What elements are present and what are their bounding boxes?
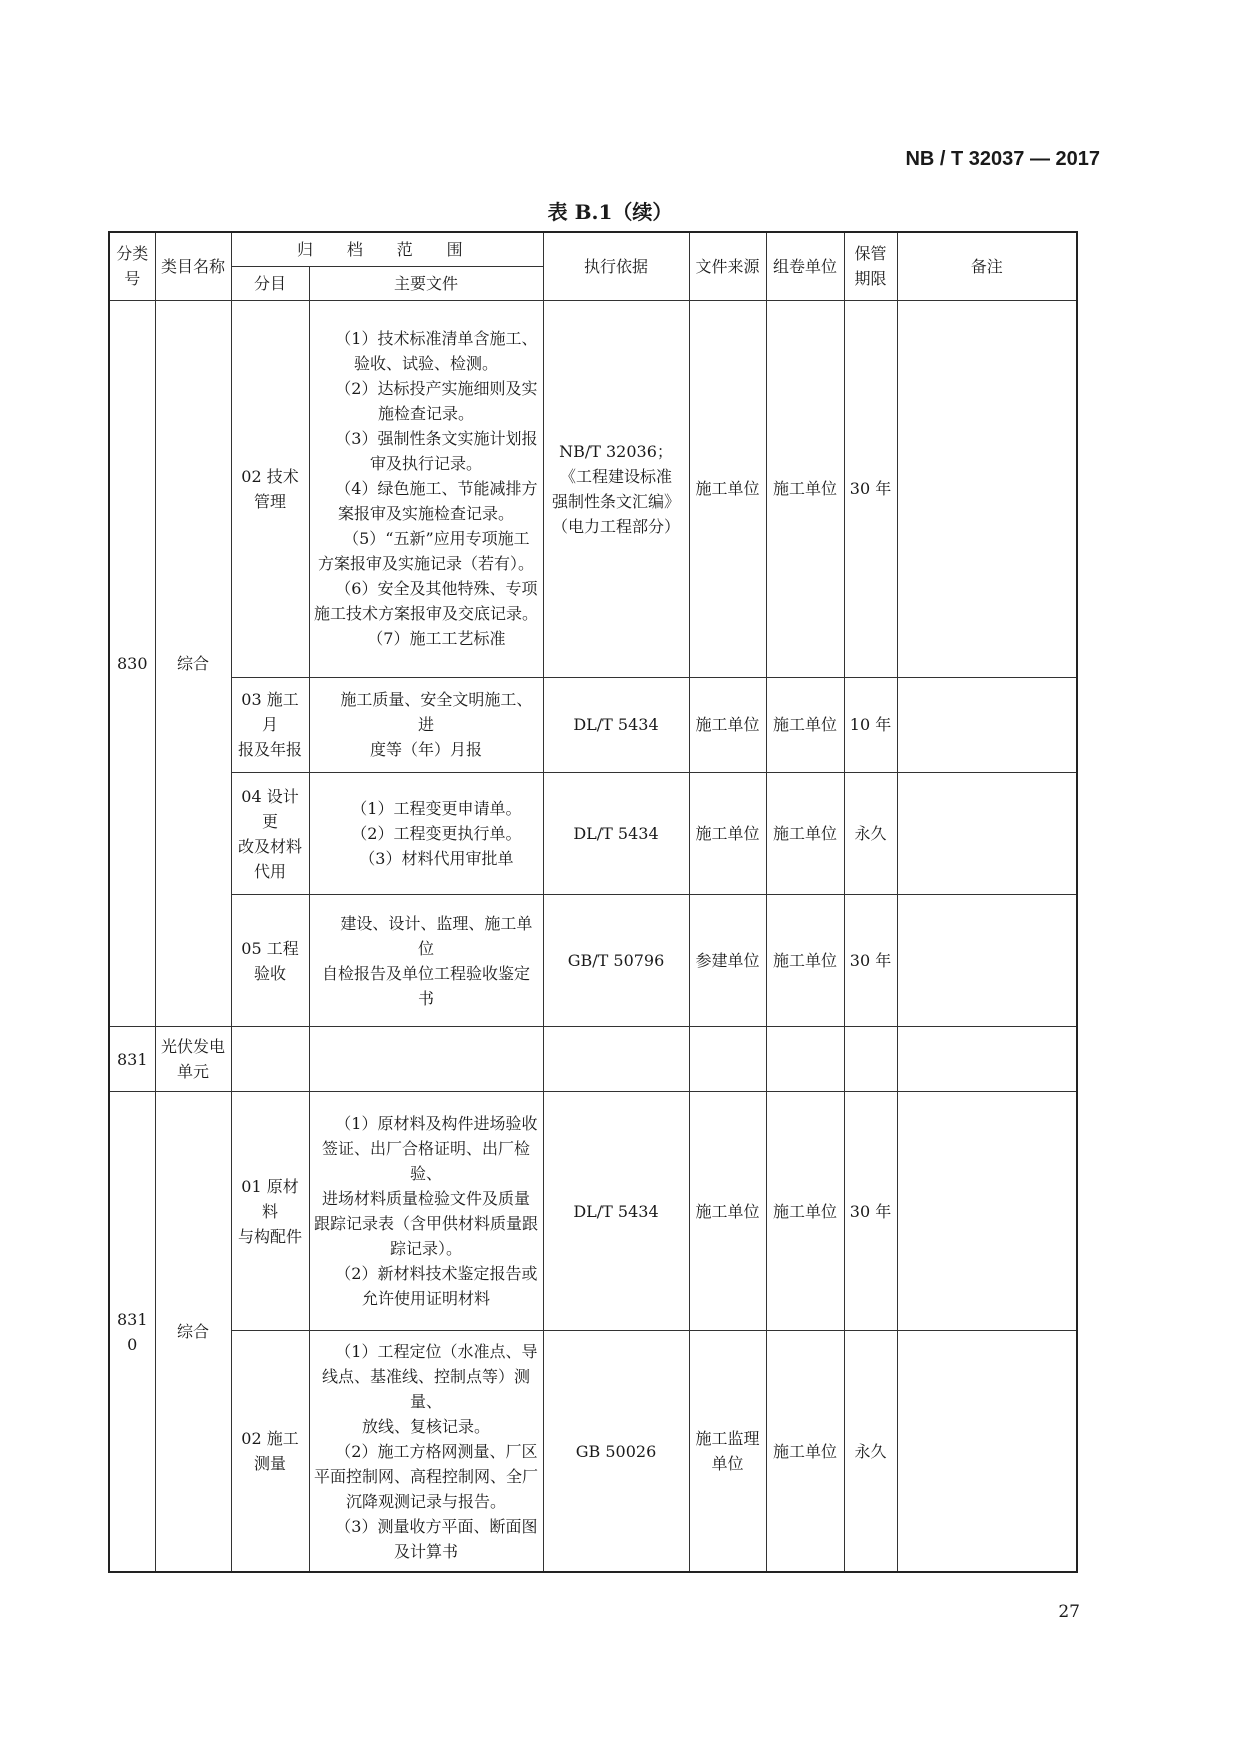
table-title: 表 B.1（续） bbox=[547, 200, 673, 224]
compiler: 施工单位 bbox=[766, 677, 844, 772]
header-subcategory: 分目 bbox=[231, 266, 309, 300]
main-files bbox=[309, 772, 543, 895]
file-line: 踪记录）。 bbox=[389, 1239, 462, 1259]
file-line: （2）工程变更执行单。 bbox=[351, 824, 522, 844]
basis bbox=[543, 895, 689, 1027]
subcategory-line: 代用 bbox=[253, 861, 286, 881]
category-name-line: 综合 bbox=[176, 1322, 209, 1342]
category-name bbox=[155, 300, 231, 1027]
retention-period bbox=[844, 1027, 897, 1092]
file-line: （2）达标投产实施细则及实 bbox=[335, 379, 538, 399]
remarks bbox=[897, 1331, 1077, 1572]
subcategory bbox=[231, 1331, 309, 1572]
subcategory bbox=[231, 772, 309, 895]
subcategory-line: 01 原材料 bbox=[241, 1176, 299, 1221]
class-code: 8310 bbox=[109, 1092, 155, 1572]
file-source-line: 施工单位 bbox=[695, 1201, 760, 1221]
file-source bbox=[689, 300, 766, 677]
page-number: 27 bbox=[1058, 1602, 1080, 1622]
basis-line: DL/T 5434 bbox=[573, 715, 659, 735]
basis bbox=[543, 772, 689, 895]
header-remarks: 备注 bbox=[897, 232, 1077, 300]
compiler: 施工单位 bbox=[766, 300, 844, 677]
header-basis: 执行依据 bbox=[543, 232, 689, 300]
file-source bbox=[689, 895, 766, 1027]
header-category-name: 类目名称 bbox=[155, 232, 231, 300]
main-files bbox=[309, 300, 543, 677]
file-source bbox=[689, 1092, 766, 1331]
basis-line: 《工程建设标准 bbox=[559, 466, 672, 486]
compiler: 施工单位 bbox=[766, 895, 844, 1027]
table-row bbox=[109, 677, 1077, 772]
file-line: 度等（年）月报 bbox=[369, 740, 482, 760]
file-line: 施工技术方案报审及交底记录。 bbox=[313, 604, 538, 624]
main-files bbox=[309, 677, 543, 772]
table-body bbox=[109, 300, 1077, 1572]
table-row bbox=[109, 1092, 1077, 1331]
main-files bbox=[309, 1092, 543, 1331]
basis bbox=[543, 1331, 689, 1572]
file-source bbox=[689, 1027, 766, 1092]
class-code: 830 bbox=[109, 300, 155, 1027]
subcategory bbox=[231, 1027, 309, 1092]
header-retention: 保管 期限 bbox=[844, 232, 897, 300]
compiler: 施工单位 bbox=[766, 1092, 844, 1331]
basis-line: （电力工程部分） bbox=[551, 516, 680, 536]
file-line: 施检查记录。 bbox=[377, 404, 474, 424]
table-row bbox=[109, 300, 1077, 677]
file-line: 平面控制网、高程控制网、全厂 bbox=[313, 1466, 538, 1486]
file-source-line: 施工单位 bbox=[695, 479, 760, 499]
remarks bbox=[897, 772, 1077, 895]
file-line: 自检报告及单位工程验收鉴定 bbox=[321, 963, 530, 983]
file-line: 方案报审及实施记录（若有）。 bbox=[317, 554, 534, 574]
archive-scope-table bbox=[108, 231, 1078, 1573]
file-line: （1）原材料及构件进场验收 bbox=[335, 1114, 538, 1134]
category-name-line: 综合 bbox=[176, 653, 209, 673]
basis-line: 强制性条文汇编》 bbox=[551, 491, 680, 511]
file-line: （6）安全及其他特殊、专项 bbox=[335, 579, 538, 599]
file-line: 施工质量、安全文明施工、进 bbox=[340, 690, 533, 735]
file-source-line: 施工监理 bbox=[695, 1429, 760, 1448]
file-line: （1）工程定位（水准点、导 bbox=[335, 1341, 538, 1361]
subcategory-line: 改及材料 bbox=[237, 836, 302, 856]
main-files bbox=[309, 895, 543, 1027]
basis-line: DL/T 5434 bbox=[573, 1201, 659, 1221]
subcategory-line: 02 技术 bbox=[241, 466, 299, 486]
basis-line: DL/T 5434 bbox=[573, 824, 659, 844]
header-compiler: 组卷单位 bbox=[766, 232, 844, 300]
file-line: 及计算书 bbox=[393, 1541, 458, 1561]
subcategory-line: 与构配件 bbox=[237, 1226, 302, 1246]
retention-period: 永久 bbox=[844, 1331, 897, 1572]
basis-line: GB 50026 bbox=[575, 1441, 657, 1461]
retention-period: 永久 bbox=[844, 772, 897, 895]
subcategory bbox=[231, 1092, 309, 1331]
file-line: （3）强制性条文实施计划报 bbox=[335, 429, 538, 449]
file-line: （3）测量收方平面、断面图 bbox=[335, 1516, 538, 1536]
category-name bbox=[155, 1027, 231, 1092]
subcategory-line: 05 工程 bbox=[241, 938, 299, 958]
file-line: 进场材料质量检验文件及质量 bbox=[321, 1189, 530, 1209]
retention-period: 30 年 bbox=[844, 895, 897, 1027]
file-source-line: 单位 bbox=[711, 1454, 744, 1473]
remarks bbox=[897, 300, 1077, 677]
table-row bbox=[109, 1331, 1077, 1572]
main-files bbox=[309, 1331, 543, 1572]
file-source bbox=[689, 772, 766, 895]
subcategory bbox=[231, 300, 309, 677]
subcategory-line: 管理 bbox=[253, 491, 286, 511]
file-line: （2）施工方格网测量、厂区 bbox=[335, 1441, 538, 1461]
file-line: （3）材料代用审批单 bbox=[359, 849, 514, 869]
file-source bbox=[689, 1331, 766, 1572]
basis bbox=[543, 300, 689, 677]
remarks bbox=[897, 677, 1077, 772]
compiler: 施工单位 bbox=[766, 1331, 844, 1572]
table-row bbox=[109, 895, 1077, 1027]
file-line: （1）技术标准清单含施工、 bbox=[335, 329, 538, 349]
file-line: （4）绿色施工、节能减排方 bbox=[335, 479, 538, 499]
compiler: 施工单位 bbox=[766, 772, 844, 895]
retention-period: 10 年 bbox=[844, 677, 897, 772]
subcategory bbox=[231, 895, 309, 1027]
retention-period: 30 年 bbox=[844, 1092, 897, 1331]
file-line: 允许使用证明材料 bbox=[361, 1289, 490, 1309]
file-line: （7）施工工艺标准 bbox=[367, 629, 506, 649]
header-source: 文件来源 bbox=[689, 232, 766, 300]
category-name-line: 光伏发电 bbox=[160, 1037, 225, 1057]
remarks bbox=[897, 895, 1077, 1027]
header-code: 分类 号 bbox=[109, 232, 155, 300]
file-line: 建设、设计、监理、施工单位 bbox=[340, 913, 533, 958]
subcategory-line: 报及年报 bbox=[237, 740, 302, 760]
retention-period: 30 年 bbox=[844, 300, 897, 677]
file-line: （2）新材料技术鉴定报告或 bbox=[335, 1264, 538, 1284]
standard-code: NB / T 32037 — 2017 bbox=[905, 148, 1100, 170]
file-source-line: 参建单位 bbox=[695, 951, 760, 971]
file-line: 验收、试验、检测。 bbox=[353, 354, 498, 374]
basis bbox=[543, 1027, 689, 1092]
file-line: 案报审及实施检查记录。 bbox=[337, 504, 514, 524]
basis bbox=[543, 677, 689, 772]
file-line: （1）工程变更申请单。 bbox=[351, 799, 522, 819]
file-line: 放线、复核记录。 bbox=[361, 1416, 490, 1436]
file-line: 线点、基准线、控制点等）测量、 bbox=[321, 1366, 530, 1411]
subcategory-line: 04 设计更 bbox=[241, 786, 299, 831]
file-line: 签证、出厂合格证明、出厂检验、 bbox=[321, 1139, 530, 1184]
category-name-line: 单元 bbox=[176, 1062, 209, 1082]
file-source bbox=[689, 677, 766, 772]
compiler bbox=[766, 1027, 844, 1092]
header-archive-scope: 归 档 范 围 bbox=[231, 232, 543, 266]
file-line: （5）“五新”应用专项施工 bbox=[343, 529, 530, 549]
subcategory-line: 验收 bbox=[253, 963, 286, 983]
file-line: 书 bbox=[417, 988, 434, 1008]
table-row bbox=[109, 1027, 1077, 1092]
basis-line: NB/T 32036； bbox=[559, 441, 673, 461]
file-source-line: 施工单位 bbox=[695, 715, 760, 735]
header-main-files: 主要文件 bbox=[309, 266, 543, 300]
main-files bbox=[309, 1027, 543, 1092]
subcategory-line: 测量 bbox=[253, 1454, 286, 1473]
table-row bbox=[109, 772, 1077, 895]
file-line: 审及执行记录。 bbox=[369, 454, 482, 474]
subcategory-line: 03 施工月 bbox=[241, 690, 299, 735]
class-code: 831 bbox=[109, 1027, 155, 1092]
file-source-line: 施工单位 bbox=[695, 824, 760, 844]
remarks bbox=[897, 1092, 1077, 1331]
subcategory-line: 02 施工 bbox=[241, 1429, 299, 1448]
basis bbox=[543, 1092, 689, 1331]
basis-line: GB/T 50796 bbox=[567, 951, 665, 971]
category-name bbox=[155, 1092, 231, 1572]
file-line: 跟踪记录表（含甲供材料质量跟 bbox=[313, 1214, 538, 1234]
file-line: 沉降观测记录与报告。 bbox=[345, 1491, 506, 1511]
subcategory bbox=[231, 677, 309, 772]
remarks bbox=[897, 1027, 1077, 1092]
